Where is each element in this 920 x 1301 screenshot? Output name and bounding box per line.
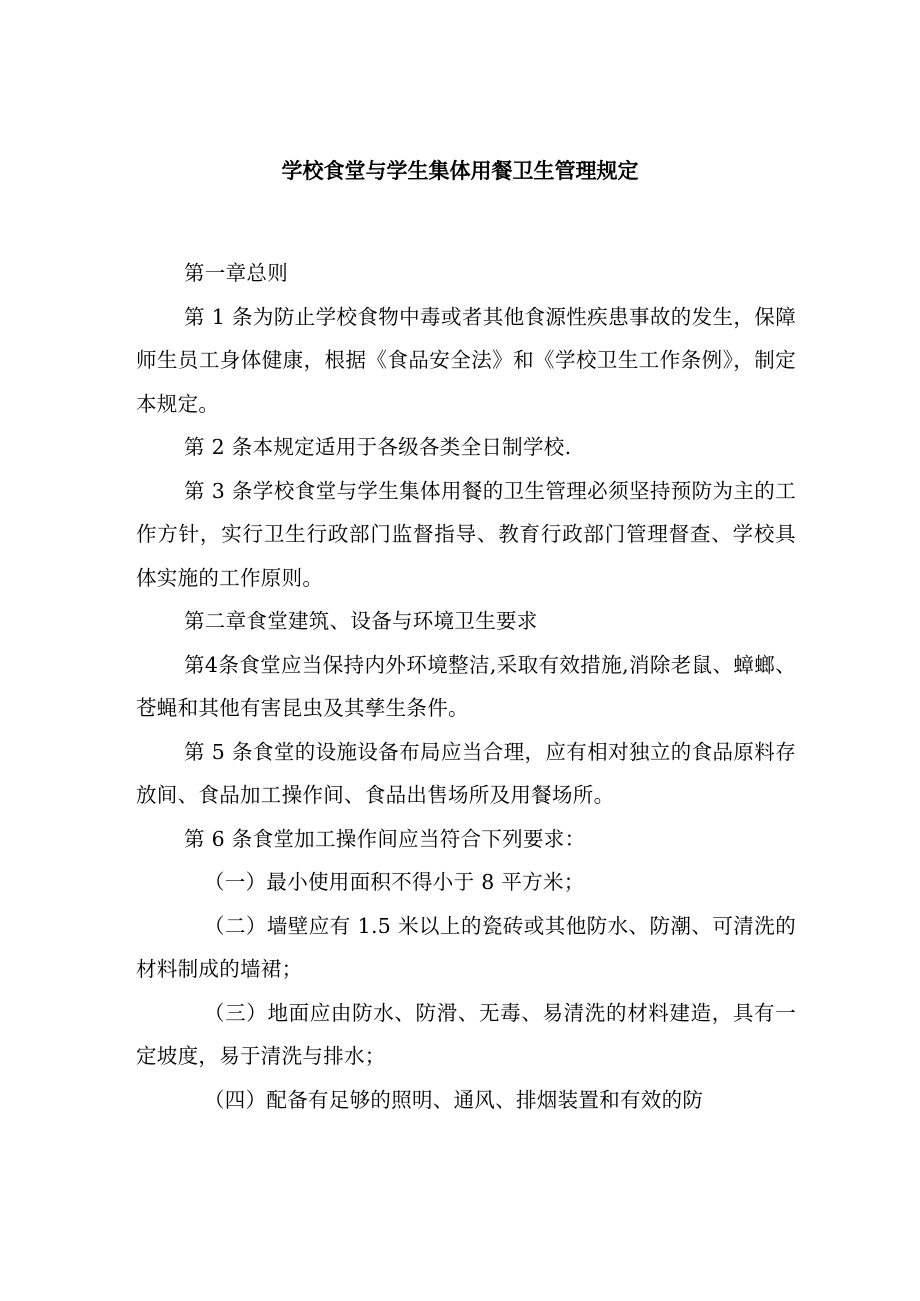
article-paragraph: 第 5 条食堂的设施设备布局应当合理，应有相对独立的食品原料存放间、食品加工操作间、食品出售场所及用餐场所。	[136, 739, 796, 807]
sub-item-paragraph: （四）配备有足够的照明、通风、排烟装置和有效的防	[204, 1087, 704, 1112]
chapter-heading: 第一章总则	[184, 261, 288, 285]
article-paragraph: 第 2 条本规定适用于各级各类全日制学校.	[184, 435, 572, 459]
document-title: 学校食堂与学生集体用餐卫生管理规定	[281, 158, 639, 183]
chapter-heading: 第二章食堂建筑、设备与环境卫生要求	[184, 609, 538, 633]
article-paragraph: 第 1 条为防止学校食物中毒或者其他食源性疾患事故的发生，保障师生员工身体健康，根据《食品安全法》和《学校卫生工作条例》，制定本规定。	[136, 304, 796, 416]
sub-item-paragraph: （一）最小使用面积不得小于 8 平方米；	[204, 870, 585, 894]
sub-item-paragraph: （三）地面应由防水、防滑、无毒、易清洗的材料建造，具有一定坡度，易于清洗与排水；	[136, 1000, 796, 1068]
article-paragraph: 第4条食堂应当保持内外环境整洁,采取有效措施,消除老鼠、蟑螂、苍蝇和其他有害昆虫及其孳生条件。	[136, 652, 796, 720]
sub-item-paragraph: （二）墙壁应有 1.5 米以上的瓷砖或其他防水、防潮、可清洗的材料制成的墙裙；	[136, 913, 796, 981]
document-body	[136, 252, 796, 1122]
article-paragraph: 第 3 条学校食堂与学生集体用餐的卫生管理必须坚持预防为主的工作方针，实行卫生行政部门监督指导、教育行政部门管理督查、学校具体实施的工作原则。	[136, 478, 796, 590]
article-paragraph: 第 6 条食堂加工操作间应当符合下列要求：	[184, 826, 586, 851]
